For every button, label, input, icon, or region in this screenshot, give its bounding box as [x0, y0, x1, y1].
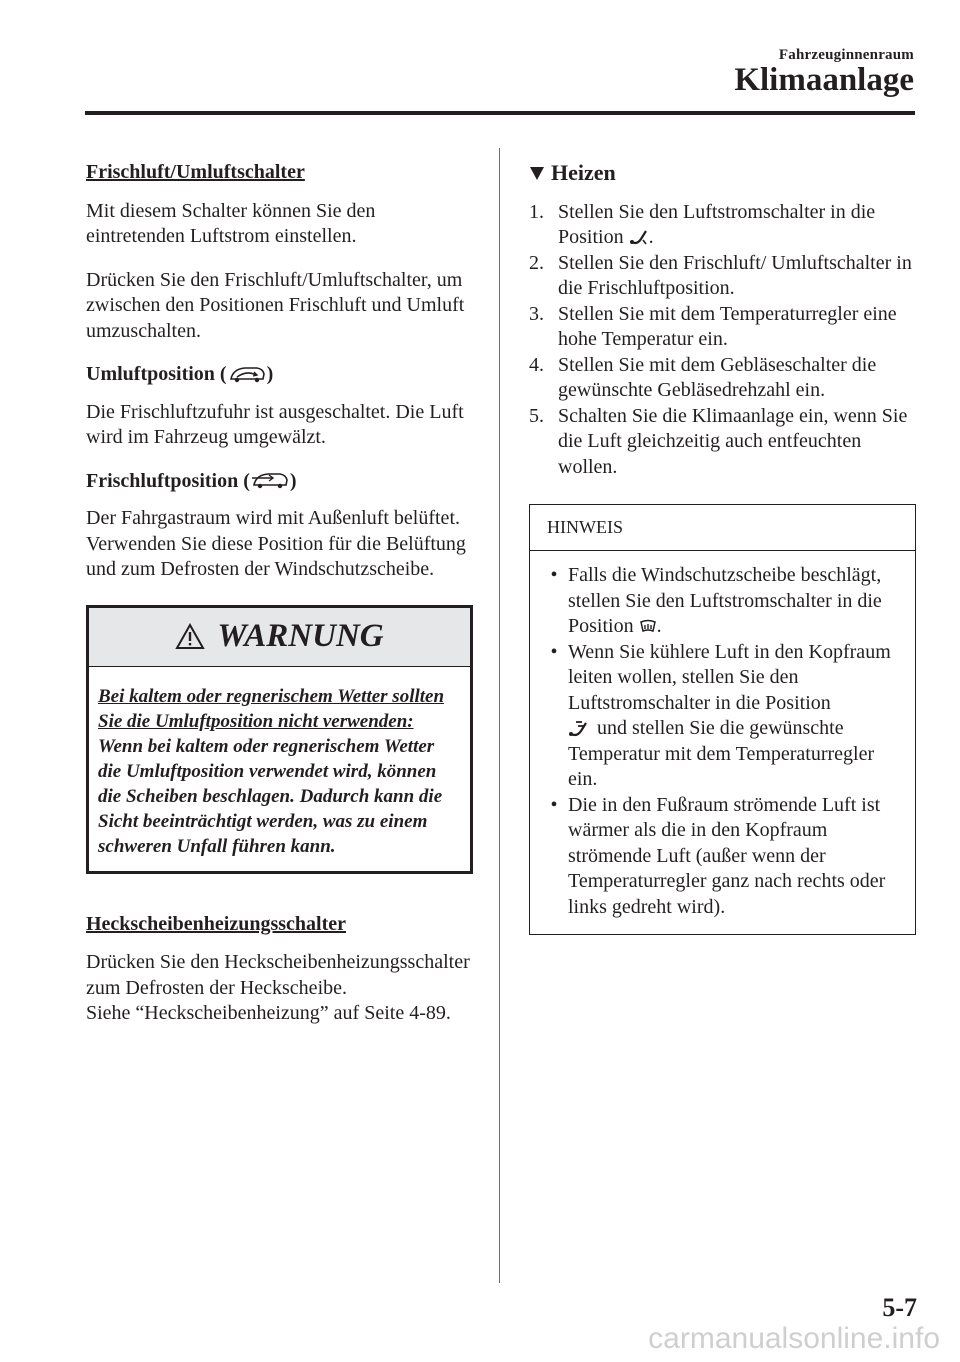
airflow-feet-icon: [629, 229, 649, 247]
note-body: [530, 551, 915, 934]
step-text: [558, 200, 919, 251]
list-item: [529, 353, 919, 404]
subheading-frischluft-umluft: Frischluft/Umluftschalter: [86, 161, 305, 183]
step-text-part: .: [648, 226, 654, 248]
airflow-face-feet-icon: [568, 719, 592, 739]
step-text: Stellen Sie mit dem Gebläseschalter die gewünschte Gebläsedrehzahl ein.: [558, 353, 877, 401]
umluft-label-close: ): [266, 363, 274, 385]
list-item: [540, 793, 903, 921]
paragraph: Die Frischluftzufuhr ist ausgeschaltet. Die Luft wird im Fahrzeug umgewälzt.: [86, 400, 464, 448]
step-number: 2.: [529, 251, 544, 274]
right-column: [529, 160, 919, 935]
note-header: HINWEIS: [530, 505, 915, 551]
paragraph: Drücken Sie den Heckscheibenheizungsschalter zum Defrosten der Heckscheibe.: [86, 951, 470, 999]
list-item: [529, 404, 919, 481]
bullet-text: [568, 640, 903, 793]
list-item: [529, 251, 919, 302]
step-number: 4.: [529, 353, 544, 376]
step-text: Stellen Sie den Frischluft/ Umluftschalter in die Frischluftposition.: [558, 251, 912, 299]
step-text-part: Stellen Sie den Luftstromschalter in die Position: [558, 200, 876, 248]
warning-text: Wenn bei kaltem oder regnerischem Wetter die Umluftposition verwendet wird, können die Scheiben beschlagen. Dadurch kann die Sicht beeinträchtigt werden, was zu einem schweren Unfall führen kann.: [98, 735, 443, 857]
list-item: [529, 302, 919, 353]
note-box: [529, 504, 916, 935]
warning-header: [89, 608, 470, 667]
section-heizen: [529, 160, 919, 186]
watermark: carmanualsonline.info: [648, 1322, 940, 1355]
frischluft-label-close: ): [289, 469, 297, 492]
warning-triangle-icon: [175, 623, 205, 650]
step-number: 3.: [529, 302, 544, 325]
bullet-dot: •: [550, 793, 558, 816]
umluft-label-text: Umluftposition (: [86, 363, 227, 385]
bullet-dot: •: [550, 640, 558, 663]
umluft-label: [86, 362, 476, 388]
frischluft-label: [86, 469, 476, 495]
steps-list: [529, 200, 919, 481]
recirculation-icon: [227, 364, 267, 386]
step-text: Stellen Sie mit dem Temperaturregler eine hohe Temperatur ein.: [558, 302, 897, 350]
column-divider: [499, 148, 500, 1283]
warning-title: WARNUNG: [217, 617, 384, 654]
defrost-windshield-icon: [639, 618, 657, 636]
bullet-text-part: Falls die Windschutzscheibe beschlägt, stellen Sie den Luftstromschalter in die Position: [568, 564, 882, 637]
left-column: [86, 160, 476, 1027]
bullet-text: [568, 563, 903, 640]
step-number: 5.: [529, 404, 544, 427]
fresh-air-icon: [250, 470, 290, 492]
bullet-text: Die in den Fußraum strömende Luft ist wärmer als die in den Kopfraum strömende Luft (außer wenn der Temperaturregler ganz nach rechts oder links gedreht wird).: [568, 793, 886, 918]
list-item: [540, 640, 903, 793]
header-rule: [85, 111, 915, 115]
warning-underlined-text: Bei kaltem oder regnerischem Wetter sollten Sie die Umluftposition nicht verwenden:: [98, 685, 445, 732]
bullet-text-part: Wenn Sie kühlere Luft in den Kopfraum leiten wollen, stellen Sie den Luftstromschalter in die Position: [568, 640, 891, 714]
step-number: 1.: [529, 200, 544, 223]
page-number: 5-7: [882, 1293, 917, 1322]
bullet-text-part: und stellen Sie die gewünschte Temperatur mit dem Temperaturregler ein.: [568, 717, 875, 790]
bullet-dot: •: [550, 564, 558, 586]
warning-box: [86, 605, 473, 874]
list-item: [529, 200, 919, 251]
section-title: Heizen: [551, 160, 616, 185]
step-text: Schalten Sie die Klimaanlage ein, wenn Sie die Luft gleichzeitig auch entfeuchten wollen.: [558, 404, 908, 478]
warning-body: [89, 667, 470, 871]
list-item: [540, 563, 903, 640]
frischluft-label-text: Frischluftposition (: [86, 469, 250, 492]
subheading-heckscheibenheizung: Heckscheibenheizungsschalter: [86, 912, 346, 935]
bullet-text-part: .: [656, 615, 662, 637]
header-chapter: Klimaanlage: [734, 62, 914, 98]
paragraph: Mit diesem Schalter können Sie den eintretenden Luftstrom einstellen.: [86, 199, 376, 247]
section-triangle-icon: [529, 165, 545, 181]
paragraph-reference: Siehe “Heckscheibenheizung” auf Seite 4-89.: [86, 1002, 451, 1024]
paragraph: Drücken Sie den Frischluft/Umluftschalter, um zwischen den Positionen Frischluft und Umluft umzuschalten.: [86, 268, 465, 342]
header-section: Fahrzeuginnenraum: [778, 47, 914, 63]
paragraph: Der Fahrgastraum wird mit Außenluft belüftet. Verwenden Sie diese Position für die Belüftung und zum Defrosten der Windschutzscheibe.: [86, 507, 466, 580]
